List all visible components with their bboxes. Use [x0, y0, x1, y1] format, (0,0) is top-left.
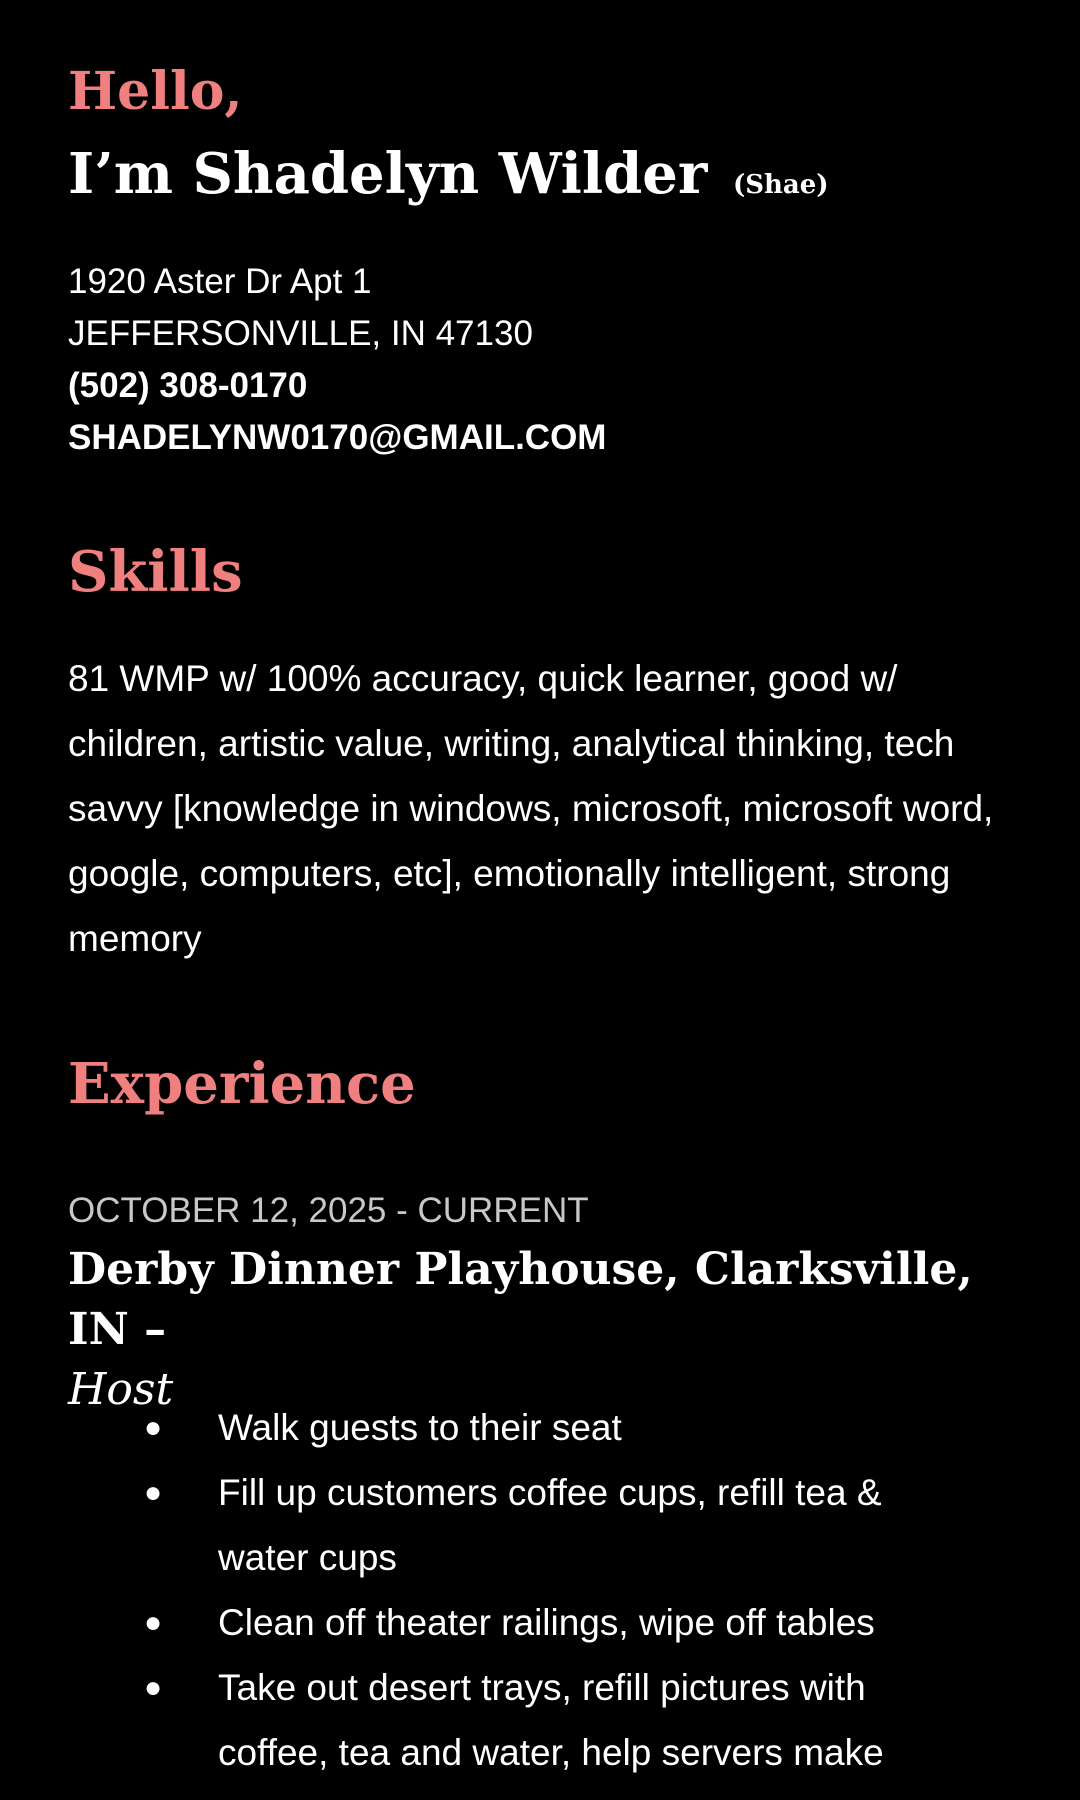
bullet-icon: ●	[144, 1476, 163, 1509]
name-heading	[68, 141, 829, 207]
nickname: (Shae)	[732, 170, 829, 200]
duty-text: Walk guests to their seat	[218, 1407, 622, 1448]
job-role: Host	[68, 1364, 174, 1415]
duty-text: Fill up customers coffee cups, refill tea & water cups	[218, 1472, 882, 1578]
list-item	[68, 1590, 958, 1655]
job-duties-list	[68, 1395, 1018, 1785]
skills-text: 81 WMP w/ 100% accuracy, quick learner, good w/ children, artistic value, writing, analytical thinking, tech savvy [knowledge in windows, microsoft, microsoft word, google, computers, etc], emotionally intelligent, strong memory	[68, 658, 994, 959]
list-item	[68, 1460, 958, 1590]
experience-heading: Experience	[68, 1051, 416, 1117]
phone-number[interactable]: (502) 308-0170	[68, 366, 308, 405]
bullet-icon: ●	[144, 1606, 163, 1639]
email-address[interactable]: SHADELYNW0170@GMAIL.COM	[68, 418, 607, 457]
bullet-icon: ●	[144, 1411, 163, 1444]
street-address: 1920 Aster Dr Apt 1	[68, 262, 372, 301]
job-employer: Derby Dinner Playhouse, Clarksville, IN –	[68, 1244, 973, 1355]
full-name: I’m Shadelyn Wilder	[68, 141, 708, 207]
contact-block	[68, 256, 606, 464]
list-item	[68, 1395, 958, 1460]
greeting-heading: Hello,	[68, 61, 243, 122]
bullet-icon: ●	[144, 1671, 163, 1704]
skills-heading: Skills	[68, 539, 243, 605]
duty-text: Take out desert trays, refill pictures with coffee, tea and water, help servers make	[218, 1667, 884, 1773]
duty-text: Clean off theater railings, wipe off tables	[218, 1602, 875, 1643]
list-item	[68, 1655, 958, 1785]
city-state-zip: JEFFERSONVILLE, IN 47130	[68, 314, 533, 353]
job-title	[68, 1240, 1008, 1420]
job-date: OCTOBER 12, 2025 - CURRENT	[68, 1191, 589, 1230]
